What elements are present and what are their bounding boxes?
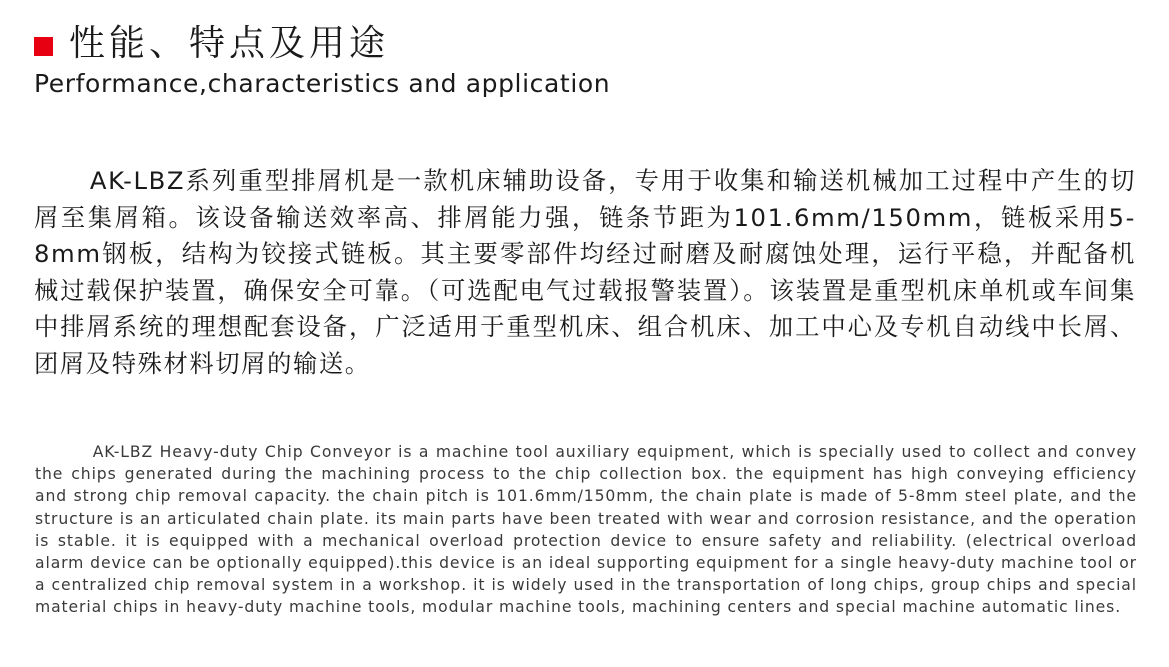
section-header	[34, 20, 610, 100]
title-row	[34, 20, 610, 68]
section-title-chinese: 性能、特点及用途	[69, 23, 390, 64]
description-english: AK-LBZ Heavy-duty Chip Conveyor is a machine tool auxiliary equipment, which is specially used to collect and convey the chips generated during the machining process to the chip collection box. the equipment has high conveying efficiency and strong chip removal capacity. the chain pitch is 101.6mm/150mm, the chain plate is made of 5-8mm steel plate, and the structure is an articulated chain plate. its main parts have been treated with wear and corrosion resistance, and the operation is stable. it is equipped with a mechanical overload protection device to ensure safety and reliability. (electrical overload alarm device can be optionally equipped).this device is an ideal supporting equipment for a single heavy-duty machine tool or a centralized chip removal system in a workshop. it is widely used in the transportation of long chips, group chips and special material chips in heavy-duty machine tools, modular machine tools, machining centers and special machine automatic lines.	[35, 443, 1137, 617]
description-chinese: AK-LBZ系列重型排屑机是一款机床辅助设备，专用于收集和输送机械加工过程中产生的切屑至集屑箱。该设备输送效率高、排屑能力强，链条节距为101.6mm/150mm，链板采用5-8mm钢板，结构为铰接式链板。其主要零部件均经过耐磨及耐腐蚀处理，运行平稳，并配备机械过载保护装置，确保安全可靠。（可选配电气过载报警装置）。该装置是重型机床单机或车间集中排屑系统的理想配套设备，广泛适用于重型机床、组合机床、加工中心及专机自动线中长屑、团屑及特殊材料切屑的输送。	[34, 166, 1136, 378]
red-square-bullet-icon	[34, 37, 53, 56]
section-title-english: Performance,characteristics and application	[34, 69, 611, 98]
